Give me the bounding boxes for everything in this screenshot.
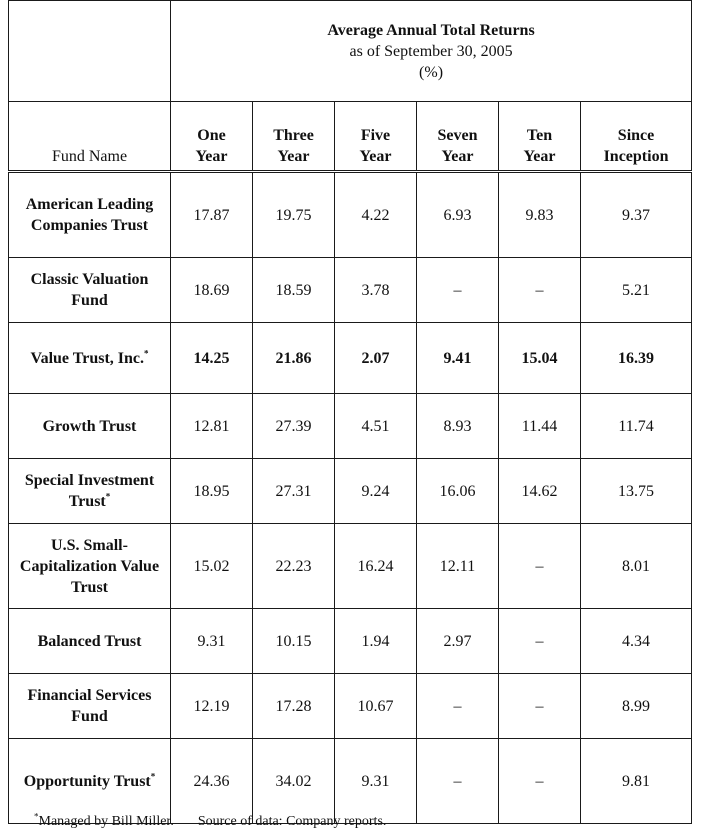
return-value-cell: 18.95: [171, 459, 253, 524]
return-value-cell: 8.93: [417, 394, 499, 459]
return-value-cell: 4.34: [581, 609, 692, 674]
fund-name-cell: [9, 459, 171, 524]
manager-footnote-mark: *: [150, 771, 156, 782]
return-value-cell: 9.24: [335, 459, 417, 524]
return-value-cell: 15.02: [171, 524, 253, 609]
column-header-line1: One: [197, 127, 226, 144]
return-value-cell: 1.94: [335, 609, 417, 674]
column-header-ten-year: [499, 102, 581, 172]
return-value-cell: 12.81: [171, 394, 253, 459]
fund-name-cell: [9, 172, 171, 258]
return-value-cell: 17.28: [253, 674, 335, 739]
return-value-cell: –: [417, 739, 499, 824]
return-value-cell: –: [499, 609, 581, 674]
column-header-seven-year: [417, 102, 499, 172]
return-value-cell: 10.15: [253, 609, 335, 674]
return-value-cell: 24.36: [171, 739, 253, 824]
fund-name-cell: [9, 609, 171, 674]
return-value-cell: 9.37: [581, 172, 692, 258]
column-header-line2: Year: [277, 148, 310, 165]
returns-table: [8, 0, 692, 824]
footnote: [34, 811, 387, 830]
footnote-mark: *: [34, 811, 39, 822]
return-value-cell: 27.39: [253, 394, 335, 459]
column-header-line2: Year: [195, 148, 228, 165]
table-title-cell: [171, 1, 692, 102]
return-value-cell: 14.62: [499, 459, 581, 524]
return-value-cell: 15.04: [499, 323, 581, 394]
fund-name-header: Fund Name: [9, 102, 171, 172]
return-value-cell: –: [499, 739, 581, 824]
table-row: [9, 172, 692, 258]
column-header-five-year: [335, 102, 417, 172]
return-value-cell: 8.01: [581, 524, 692, 609]
empty-corner-cell: [9, 1, 171, 102]
return-value-cell: 16.06: [417, 459, 499, 524]
return-value-cell: 9.41: [417, 323, 499, 394]
table-row: [9, 394, 692, 459]
return-value-cell: –: [417, 674, 499, 739]
fund-name-cell: [9, 524, 171, 609]
return-value-cell: –: [417, 258, 499, 323]
column-header-line1: Seven: [437, 127, 478, 144]
table-row: [9, 524, 692, 609]
column-header-since-inception: [581, 102, 692, 172]
column-header-line2: Year: [441, 148, 474, 165]
return-value-cell: 16.39: [581, 323, 692, 394]
return-value-cell: 4.22: [335, 172, 417, 258]
return-value-cell: 18.69: [171, 258, 253, 323]
return-value-cell: –: [499, 524, 581, 609]
table-row: [9, 739, 692, 824]
table-row: [9, 609, 692, 674]
fund-name-cell: [9, 323, 171, 394]
return-value-cell: 8.99: [581, 674, 692, 739]
return-value-cell: 10.67: [335, 674, 417, 739]
return-value-cell: 12.11: [417, 524, 499, 609]
fund-name-cell: [9, 739, 171, 824]
fund-name-cell: [9, 674, 171, 739]
column-header-line1: Five: [360, 127, 391, 144]
column-header-one-year: [171, 102, 253, 172]
return-value-cell: 9.83: [499, 172, 581, 258]
return-value-cell: 3.78: [335, 258, 417, 323]
fund-name-cell: [9, 258, 171, 323]
fund-name: Value Trust, Inc.: [30, 349, 144, 367]
table-subtitle: as of September 30, 2005: [349, 42, 513, 60]
table-row: [9, 258, 692, 323]
return-value-cell: 4.51: [335, 394, 417, 459]
fund-name: U.S. Small-Capitalization Value Trust: [19, 536, 160, 596]
column-header-line2: Inception: [603, 148, 669, 165]
return-value-cell: 13.75: [581, 459, 692, 524]
return-value-cell: 9.81: [581, 739, 692, 824]
return-value-cell: –: [499, 258, 581, 323]
table-title: Average Annual Total Returns: [327, 21, 535, 39]
fund-name: Balanced Trust: [37, 632, 142, 650]
return-value-cell: 11.74: [581, 394, 692, 459]
return-value-cell: 18.59: [253, 258, 335, 323]
column-header-row: [9, 102, 692, 172]
return-value-cell: 34.02: [253, 739, 335, 824]
return-value-cell: 6.93: [417, 172, 499, 258]
footnote-source: Source of data: Company reports.: [197, 814, 387, 829]
manager-footnote-mark: *: [144, 348, 149, 359]
return-value-cell: 12.19: [171, 674, 253, 739]
fund-name: Financial Services Fund: [27, 687, 152, 725]
return-value-cell: 17.87: [171, 172, 253, 258]
table-body: [9, 172, 692, 824]
return-value-cell: 9.31: [171, 609, 253, 674]
manager-footnote-mark: *: [105, 491, 111, 502]
fund-name: Classic Valuation Fund: [30, 271, 149, 309]
table-row: [9, 323, 692, 394]
table-title-row: [9, 1, 692, 102]
column-header-line1: Three: [273, 127, 314, 144]
return-value-cell: 22.23: [253, 524, 335, 609]
return-value-cell: –: [499, 674, 581, 739]
return-value-cell: 27.31: [253, 459, 335, 524]
return-value-cell: 2.97: [417, 609, 499, 674]
fund-name-cell: [9, 394, 171, 459]
column-header-line2: Year: [523, 148, 556, 165]
column-header-line1: Since: [617, 127, 655, 144]
table-unit: (%): [419, 63, 444, 81]
fund-name: Growth Trust: [42, 417, 137, 435]
fund-name: Special Investment Trust: [24, 472, 155, 510]
return-value-cell: 9.31: [335, 739, 417, 824]
return-value-cell: 14.25: [171, 323, 253, 394]
column-header-three-year: [253, 102, 335, 172]
returns-table-container: [8, 0, 691, 824]
return-value-cell: 11.44: [499, 394, 581, 459]
column-header-line1: Ten: [526, 127, 553, 144]
fund-name: Opportunity Trust: [23, 772, 151, 790]
fund-name: American Leading Companies Trust: [25, 196, 154, 234]
footnote-managed: Managed by Bill Miller.: [38, 814, 174, 829]
return-value-cell: 2.07: [335, 323, 417, 394]
return-value-cell: 16.24: [335, 524, 417, 609]
table-row: [9, 674, 692, 739]
table-row: [9, 459, 692, 524]
return-value-cell: 5.21: [581, 258, 692, 323]
return-value-cell: 21.86: [253, 323, 335, 394]
return-value-cell: 19.75: [253, 172, 335, 258]
column-header-line2: Year: [359, 148, 392, 165]
